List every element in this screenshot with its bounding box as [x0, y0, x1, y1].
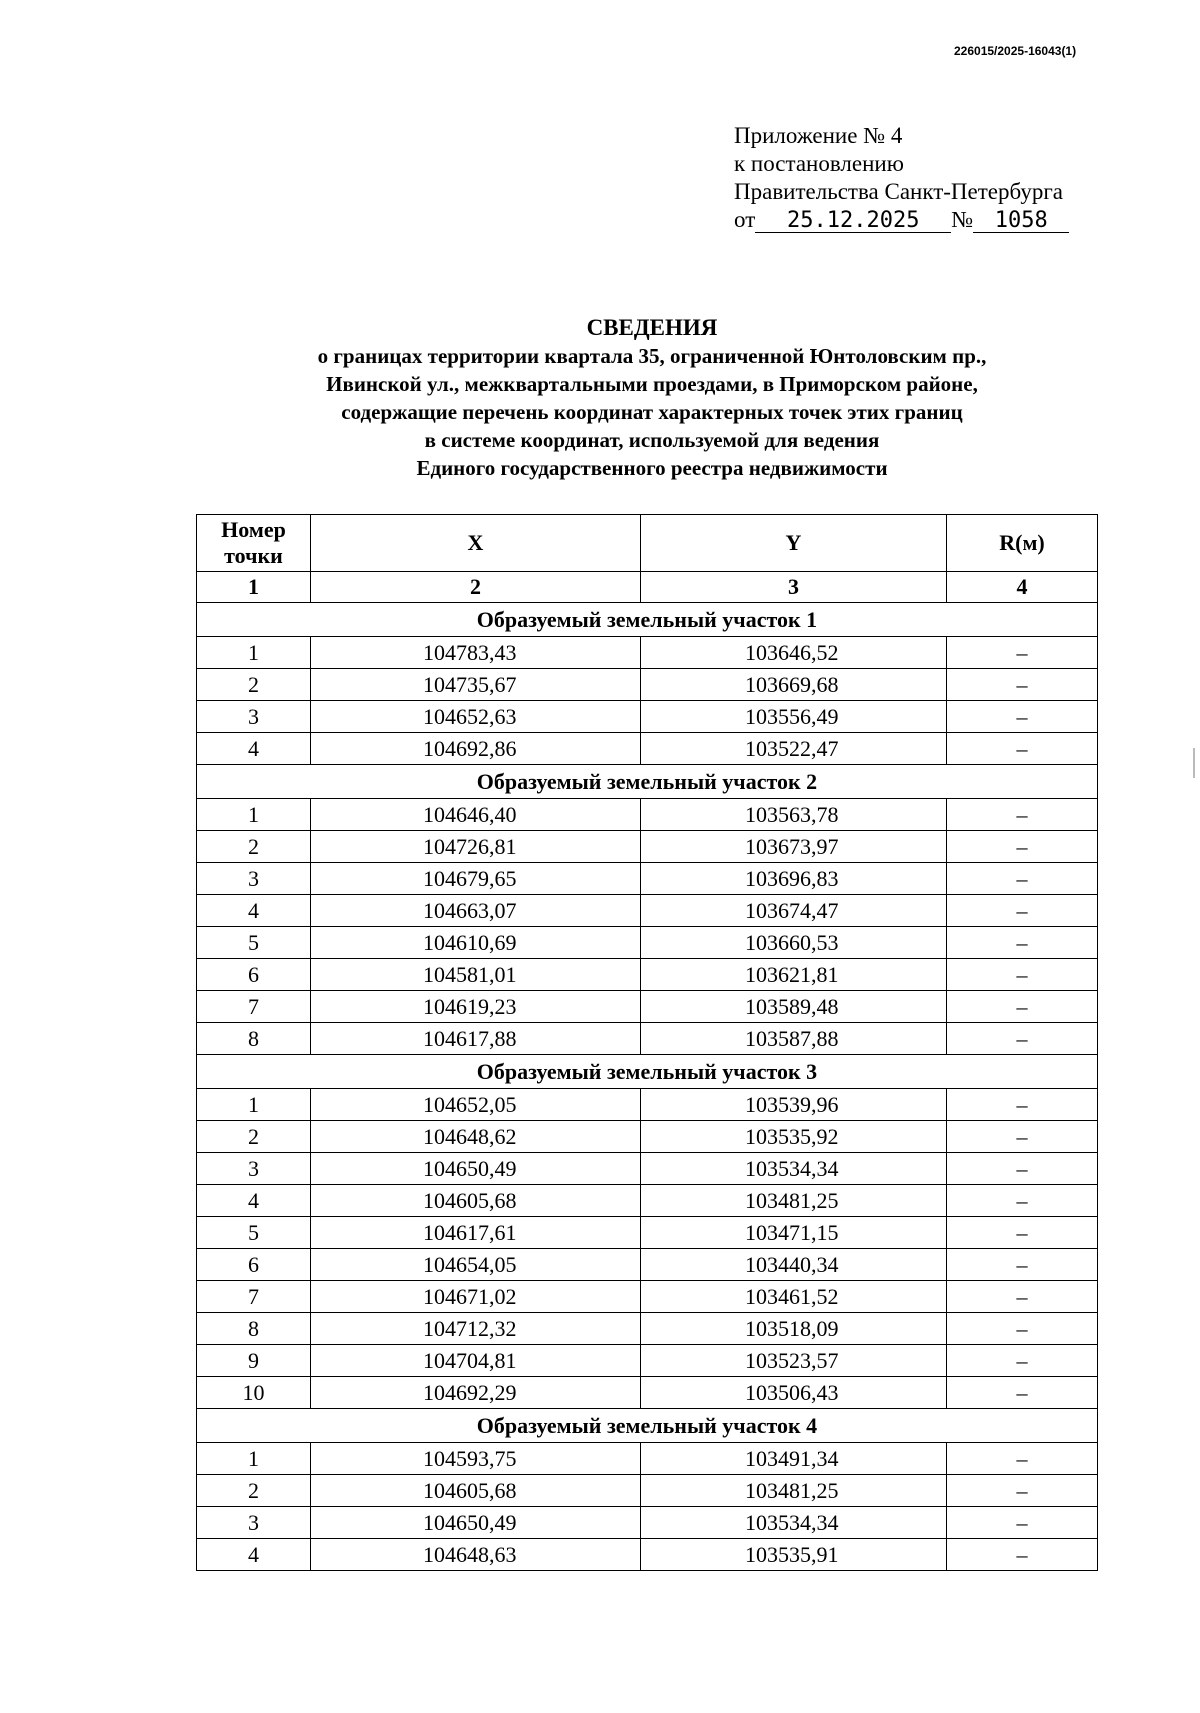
- table-row: [197, 1089, 1098, 1121]
- y-coordinate-cell: 103534,34: [641, 1507, 947, 1539]
- document-registration-number: 226015/2025-16043(1): [954, 44, 1077, 58]
- y-coordinate-cell: 103471,15: [641, 1217, 947, 1249]
- radius-cell: –: [947, 701, 1098, 733]
- group-header-row: [197, 765, 1098, 799]
- appendix-issuer: Правительства Санкт-Петербурга: [734, 179, 1063, 204]
- land-plot-title: Образуемый земельный участок 3: [197, 1055, 1098, 1089]
- table-row: [197, 1507, 1098, 1539]
- y-coordinate-cell: 103589,48: [641, 991, 947, 1023]
- point-number-cell: 4: [197, 1539, 311, 1571]
- land-plot-title: Образуемый земельный участок 1: [197, 603, 1098, 637]
- y-coordinate-cell: 103481,25: [641, 1475, 947, 1507]
- x-coordinate-cell: 104692,29: [311, 1377, 641, 1409]
- table-row: [197, 1185, 1098, 1217]
- radius-cell: –: [947, 1023, 1098, 1055]
- table-row: [197, 1249, 1098, 1281]
- x-coordinate-cell: 104652,05: [311, 1089, 641, 1121]
- column-numbers-row: [197, 572, 1098, 603]
- title-heading: СВЕДЕНИЯ: [586, 315, 718, 340]
- point-number-cell: 3: [197, 701, 311, 733]
- point-number-cell: 8: [197, 1313, 311, 1345]
- y-coordinate-cell: 103660,53: [641, 927, 947, 959]
- radius-cell: –: [947, 1153, 1098, 1185]
- title-line-5: в системе координат, используемой для ведения: [424, 428, 880, 452]
- radius-cell: –: [947, 669, 1098, 701]
- point-number-cell: 8: [197, 1023, 311, 1055]
- title-line-3: Ивинской ул., межквартальными проездами, в Приморском районе,: [326, 372, 978, 396]
- table-row: [197, 1443, 1098, 1475]
- x-coordinate-cell: 104650,49: [311, 1507, 641, 1539]
- column-number: 3: [641, 572, 947, 603]
- radius-cell: –: [947, 895, 1098, 927]
- y-coordinate-cell: 103518,09: [641, 1313, 947, 1345]
- x-coordinate-cell: 104652,63: [311, 701, 641, 733]
- y-coordinate-cell: 103535,91: [641, 1539, 947, 1571]
- y-coordinate-cell: 103523,57: [641, 1345, 947, 1377]
- x-coordinate-cell: 104605,68: [311, 1475, 641, 1507]
- y-coordinate-cell: 103621,81: [641, 959, 947, 991]
- point-number-cell: 10: [197, 1377, 311, 1409]
- radius-cell: –: [947, 1507, 1098, 1539]
- x-coordinate-cell: 104726,81: [311, 831, 641, 863]
- point-number-cell: 2: [197, 1475, 311, 1507]
- x-coordinate-cell: 104735,67: [311, 669, 641, 701]
- point-number-cell: 1: [197, 1443, 311, 1475]
- appendix-title: Приложение № 4: [734, 123, 903, 148]
- radius-cell: –: [947, 733, 1098, 765]
- radius-cell: –: [947, 799, 1098, 831]
- table-row: [197, 895, 1098, 927]
- column-number: 4: [947, 572, 1098, 603]
- radius-cell: –: [947, 959, 1098, 991]
- x-coordinate-cell: 104610,69: [311, 927, 641, 959]
- header-point-number: Номер точки: [197, 515, 311, 572]
- table-row: [197, 927, 1098, 959]
- table-row: [197, 701, 1098, 733]
- y-coordinate-cell: 103696,83: [641, 863, 947, 895]
- coordinates-table: [196, 514, 1098, 1571]
- x-coordinate-cell: 104704,81: [311, 1345, 641, 1377]
- radius-cell: –: [947, 1539, 1098, 1571]
- point-number-cell: 2: [197, 831, 311, 863]
- land-plot-title: Образуемый земельный участок 4: [197, 1409, 1098, 1443]
- x-coordinate-cell: 104646,40: [311, 799, 641, 831]
- radius-cell: –: [947, 1217, 1098, 1249]
- table-row: [197, 637, 1098, 669]
- table-row: [197, 1153, 1098, 1185]
- radius-cell: –: [947, 991, 1098, 1023]
- appendix-block: [734, 122, 1069, 234]
- table-row: [197, 863, 1098, 895]
- point-number-cell: 3: [197, 863, 311, 895]
- x-coordinate-cell: 104648,63: [311, 1539, 641, 1571]
- table-row: [197, 1121, 1098, 1153]
- point-number-cell: 6: [197, 1249, 311, 1281]
- table-row: [197, 669, 1098, 701]
- group-header-row: [197, 1055, 1098, 1089]
- radius-cell: –: [947, 1475, 1098, 1507]
- y-coordinate-cell: 103646,52: [641, 637, 947, 669]
- x-coordinate-cell: 104605,68: [311, 1185, 641, 1217]
- table-row: [197, 1377, 1098, 1409]
- point-number-cell: 4: [197, 895, 311, 927]
- document-title: [196, 314, 1108, 482]
- y-coordinate-cell: 103506,43: [641, 1377, 947, 1409]
- y-coordinate-cell: 103491,34: [641, 1443, 947, 1475]
- header-radius: R(м): [947, 515, 1098, 572]
- title-line-6: Единого государственного реестра недвижимости: [416, 456, 888, 480]
- land-plot-title: Образуемый земельный участок 2: [197, 765, 1098, 799]
- point-number-cell: 7: [197, 1281, 311, 1313]
- radius-cell: –: [947, 1313, 1098, 1345]
- y-coordinate-cell: 103669,68: [641, 669, 947, 701]
- point-number-cell: 6: [197, 959, 311, 991]
- y-coordinate-cell: 103522,47: [641, 733, 947, 765]
- radius-cell: –: [947, 1281, 1098, 1313]
- number-label: №: [951, 207, 974, 232]
- point-number-cell: 3: [197, 1507, 311, 1539]
- y-coordinate-cell: 103534,34: [641, 1153, 947, 1185]
- y-coordinate-cell: 103461,52: [641, 1281, 947, 1313]
- group-header-row: [197, 603, 1098, 637]
- table-row: [197, 1345, 1098, 1377]
- y-coordinate-cell: 103674,47: [641, 895, 947, 927]
- x-coordinate-cell: 104663,07: [311, 895, 641, 927]
- table-row: [197, 1475, 1098, 1507]
- y-coordinate-cell: 103440,34: [641, 1249, 947, 1281]
- table-header-row: [197, 515, 1098, 572]
- appendix-reference: к постановлению: [734, 151, 904, 176]
- radius-cell: –: [947, 1443, 1098, 1475]
- header-y: Y: [641, 515, 947, 572]
- point-number-cell: 4: [197, 733, 311, 765]
- from-label: от: [734, 207, 756, 232]
- radius-cell: –: [947, 863, 1098, 895]
- table-row: [197, 1313, 1098, 1345]
- x-coordinate-cell: 104648,62: [311, 1121, 641, 1153]
- header-x: X: [311, 515, 641, 572]
- point-number-cell: 5: [197, 927, 311, 959]
- decree-date: 25.12.2025: [755, 210, 951, 233]
- point-number-cell: 1: [197, 637, 311, 669]
- x-coordinate-cell: 104654,05: [311, 1249, 641, 1281]
- x-coordinate-cell: 104671,02: [311, 1281, 641, 1313]
- y-coordinate-cell: 103673,97: [641, 831, 947, 863]
- point-number-cell: 1: [197, 1089, 311, 1121]
- x-coordinate-cell: 104617,61: [311, 1217, 641, 1249]
- column-number: 1: [197, 572, 311, 603]
- radius-cell: –: [947, 1377, 1098, 1409]
- point-number-cell: 5: [197, 1217, 311, 1249]
- title-line-2: о границах территории квартала 35, ограниченной Юнтоловским пр.,: [317, 344, 987, 368]
- table-row: [197, 831, 1098, 863]
- x-coordinate-cell: 104581,01: [311, 959, 641, 991]
- radius-cell: –: [947, 831, 1098, 863]
- radius-cell: –: [947, 637, 1098, 669]
- y-coordinate-cell: 103539,96: [641, 1089, 947, 1121]
- table-row: [197, 1281, 1098, 1313]
- x-coordinate-cell: 104650,49: [311, 1153, 641, 1185]
- x-coordinate-cell: 104593,75: [311, 1443, 641, 1475]
- point-number-cell: 3: [197, 1153, 311, 1185]
- y-coordinate-cell: 103481,25: [641, 1185, 947, 1217]
- table-row: [197, 799, 1098, 831]
- radius-cell: –: [947, 1089, 1098, 1121]
- x-coordinate-cell: 104712,32: [311, 1313, 641, 1345]
- point-number-cell: 2: [197, 1121, 311, 1153]
- point-number-cell: 1: [197, 799, 311, 831]
- scan-edge-mark: [1193, 748, 1195, 778]
- y-coordinate-cell: 103563,78: [641, 799, 947, 831]
- table-row: [197, 1023, 1098, 1055]
- column-number: 2: [311, 572, 641, 603]
- title-line-4: содержащие перечень координат характерных точек этих границ: [341, 400, 963, 424]
- point-number-cell: 4: [197, 1185, 311, 1217]
- y-coordinate-cell: 103587,88: [641, 1023, 947, 1055]
- radius-cell: –: [947, 927, 1098, 959]
- x-coordinate-cell: 104783,43: [311, 637, 641, 669]
- point-number-cell: 2: [197, 669, 311, 701]
- radius-cell: –: [947, 1121, 1098, 1153]
- y-coordinate-cell: 103535,92: [641, 1121, 947, 1153]
- table-row: [197, 1217, 1098, 1249]
- x-coordinate-cell: 104692,86: [311, 733, 641, 765]
- point-number-cell: 7: [197, 991, 311, 1023]
- radius-cell: –: [947, 1345, 1098, 1377]
- table-row: [197, 959, 1098, 991]
- group-header-row: [197, 1409, 1098, 1443]
- x-coordinate-cell: 104617,88: [311, 1023, 641, 1055]
- x-coordinate-cell: 104619,23: [311, 991, 641, 1023]
- y-coordinate-cell: 103556,49: [641, 701, 947, 733]
- radius-cell: –: [947, 1249, 1098, 1281]
- table-row: [197, 991, 1098, 1023]
- x-coordinate-cell: 104679,65: [311, 863, 641, 895]
- appendix-date-line: [734, 206, 1069, 234]
- table-row: [197, 733, 1098, 765]
- table-row: [197, 1539, 1098, 1571]
- decree-number: 1058: [973, 210, 1069, 233]
- radius-cell: –: [947, 1185, 1098, 1217]
- point-number-cell: 9: [197, 1345, 311, 1377]
